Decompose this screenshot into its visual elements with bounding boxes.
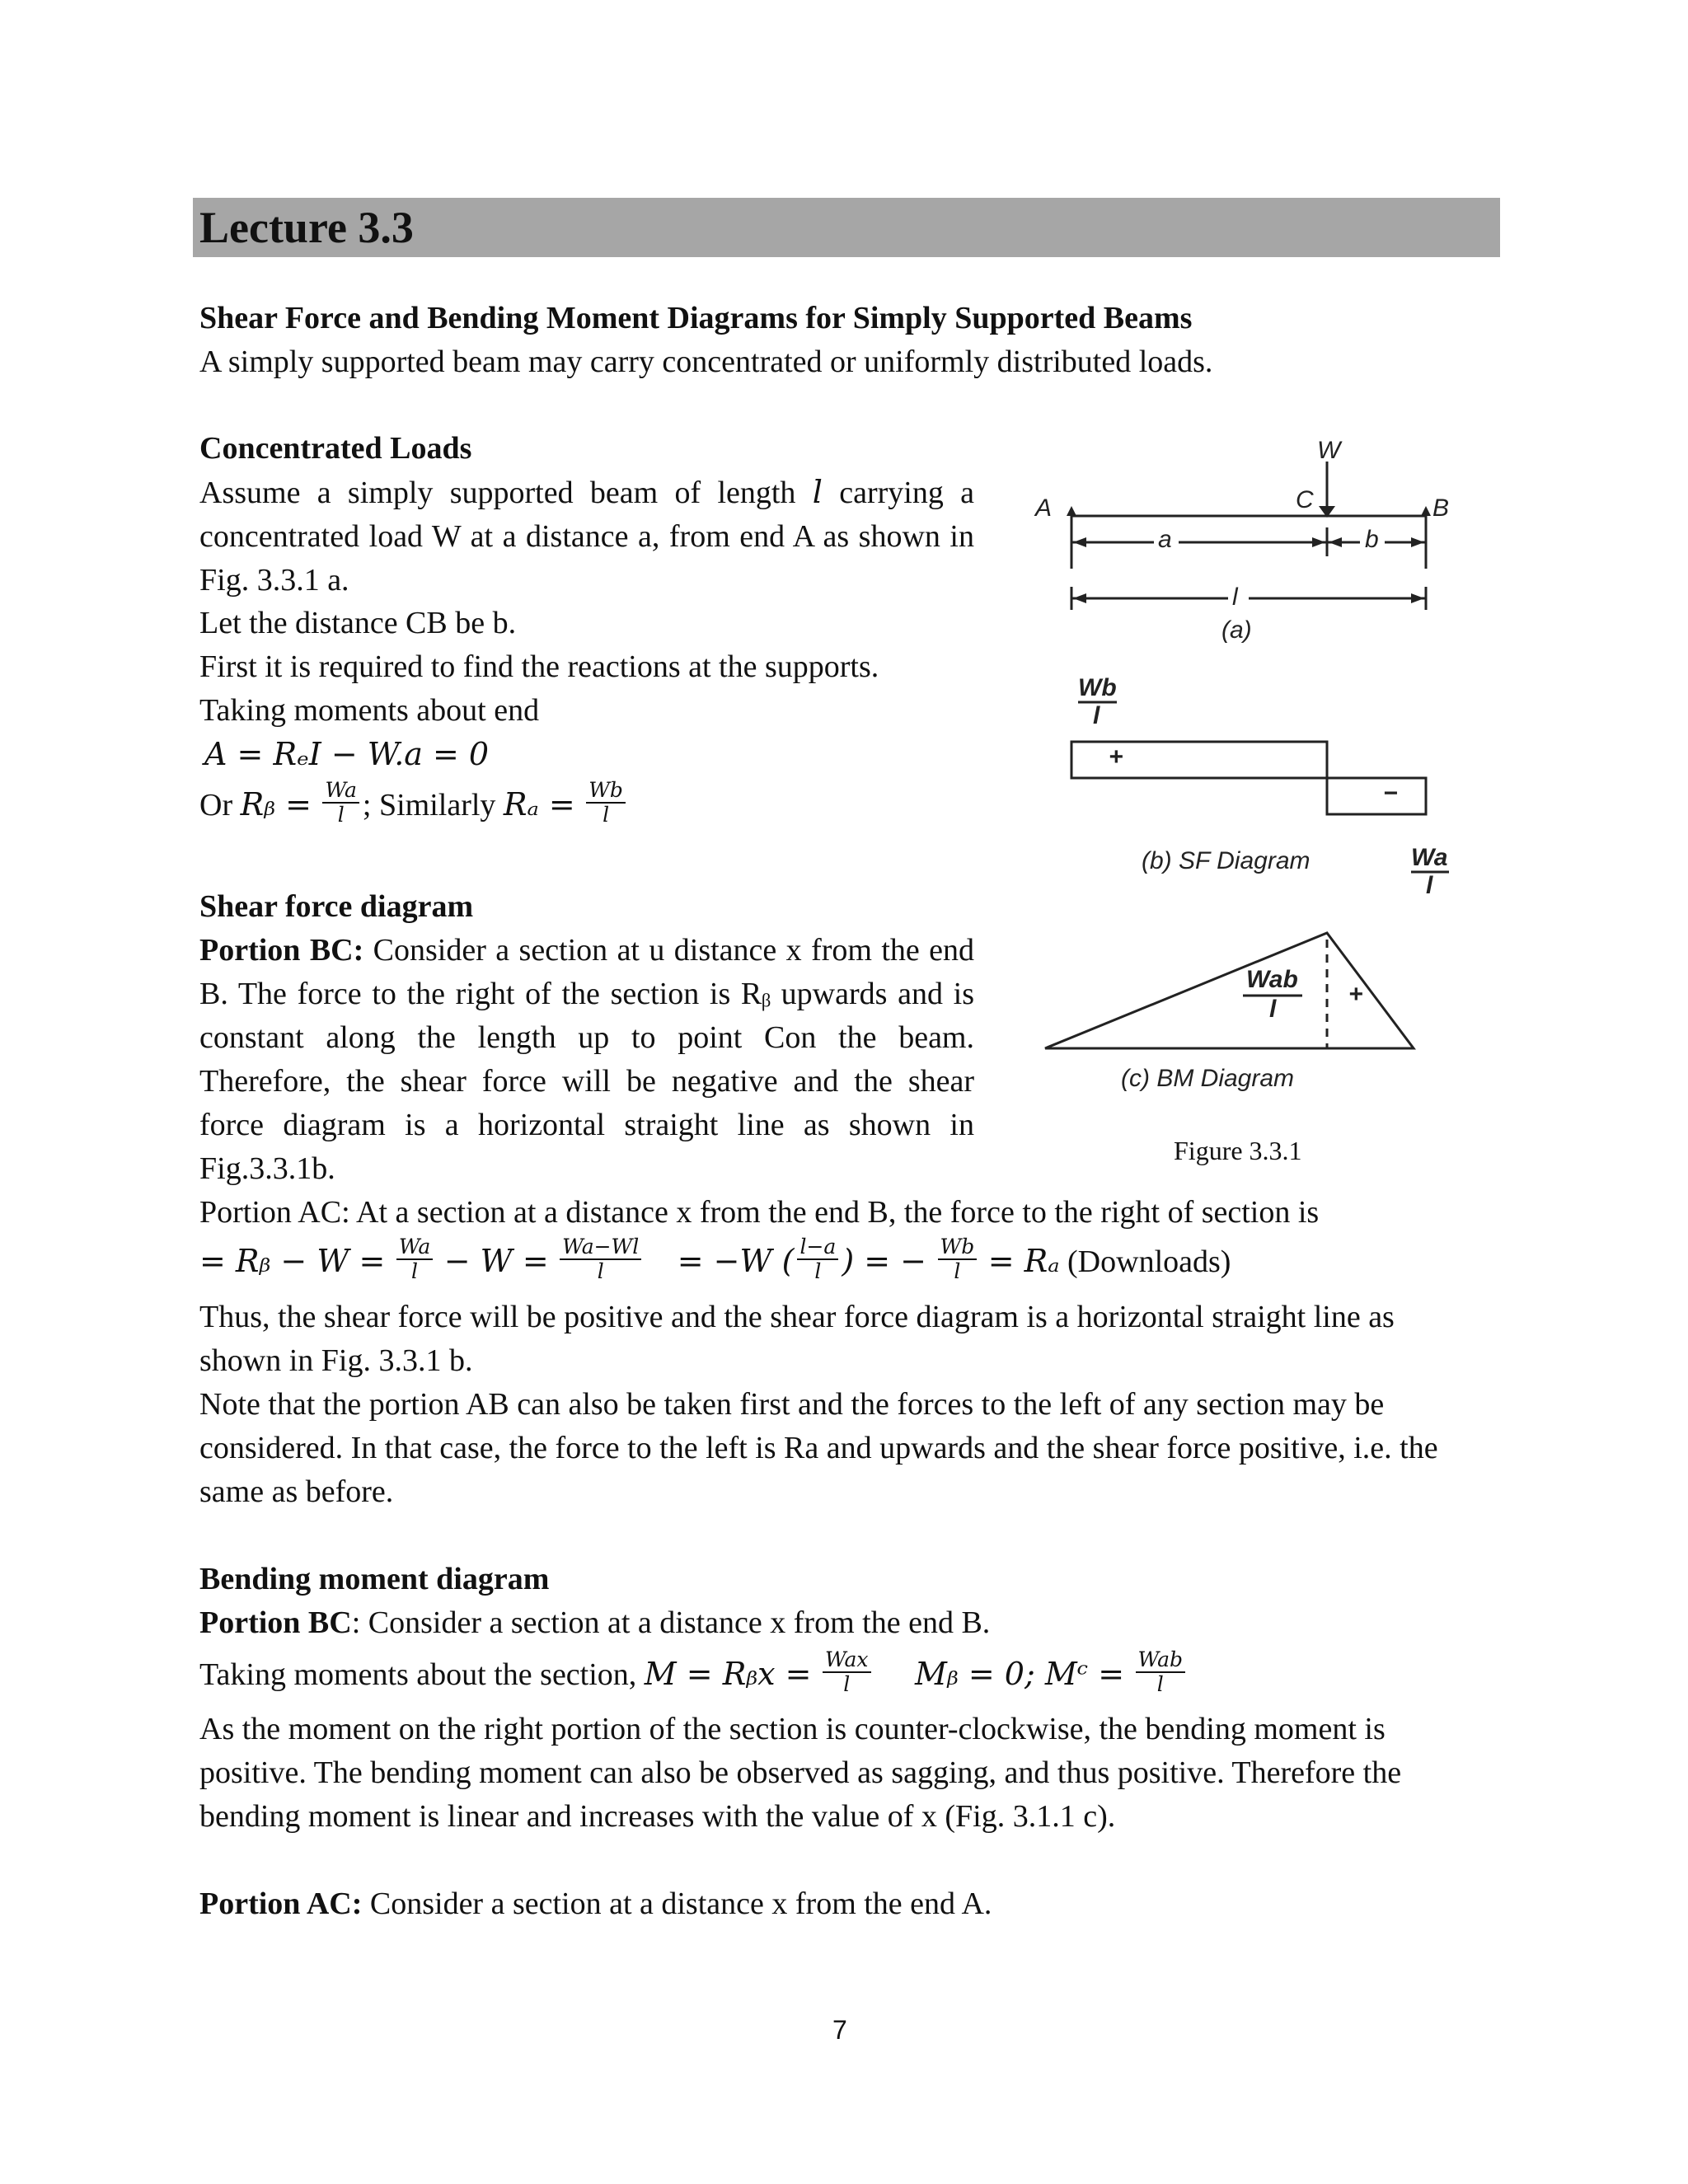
fraction-denominator: l: [597, 1259, 604, 1284]
portion-ac-label: Portion AC:: [199, 1886, 363, 1921]
sf-wa-denominator: l: [1426, 872, 1433, 899]
taking-moments-line: Taking moments about end: [199, 693, 540, 728]
figure-caption: Figure 3.3.1: [1174, 1136, 1302, 1165]
portion-ac-shear-equation: [199, 1235, 1231, 1288]
fraction-denominator: l: [1156, 1672, 1164, 1697]
or-word: Or: [199, 788, 233, 823]
bm-wab-denominator: l: [1269, 996, 1277, 1023]
section-heading-concentrated-loads: Concentrated Loads: [199, 431, 472, 466]
concentrated-text-part: carrying a concentrated load W at a distance a, from end A as shown in Fig. 3.3.1 a.: [199, 476, 974, 598]
equation-part: = Rᵦ − W =: [199, 1243, 386, 1279]
mb-mc-equation: Mᵦ = 0; Mᶜ =: [915, 1656, 1125, 1692]
reaction-equation: [199, 778, 629, 832]
dim-a-arrow-left: [1073, 537, 1086, 547]
fraction-wax-l: [823, 1648, 871, 1696]
moments-text: Taking moments about the section,: [199, 1657, 637, 1692]
bending-explanation-paragraph: As the moment on the right portion of the section is counter-clockwise, the bending moment is positive. The bending moment can also be observed as sagging, and thus positive. Therefore the bending moment is linear and increases with the value of x (Fig. 3.1.1 c).: [199, 1712, 1402, 1834]
bm-plus-sign: +: [1348, 981, 1363, 1008]
support-a-arrow: [1067, 506, 1076, 516]
bm-wab-numerator: Wab: [1246, 966, 1298, 993]
fraction-numerator: Wb: [586, 779, 626, 804]
ra-symbol: Rₐ =: [503, 786, 575, 823]
figure-drawing: [1030, 445, 1459, 1170]
equation-part: − W =: [443, 1243, 549, 1279]
portion-bc-label: Portion BC: [199, 1605, 352, 1640]
point-c-label: C: [1296, 486, 1314, 513]
support-b-arrow: [1421, 506, 1431, 516]
similarly-text: ; Similarly: [362, 788, 496, 823]
reactions-line: First it is required to find the reactions at the supports.: [199, 649, 879, 684]
fraction-wab-l: [1136, 1648, 1185, 1696]
dim-a-label: a: [1158, 526, 1172, 553]
sf-wb-numerator: Wb: [1078, 674, 1117, 701]
distance-cb-line: Let the distance CB be b.: [199, 606, 517, 640]
fraction-denominator: l: [411, 1259, 419, 1284]
load-w-label: W: [1317, 437, 1341, 464]
portion-bc-shear-paragraph: [199, 929, 974, 1191]
sf-diagram-caption: (b) SF Diagram: [1142, 847, 1311, 874]
portion-bc-bending-line: [199, 1601, 990, 1645]
rb-symbol: Rᵦ =: [240, 786, 312, 823]
fraction-wa-l: [322, 779, 359, 827]
section-heading-shear-force-diagram: Shear force diagram: [199, 889, 474, 924]
fraction-denominator: l: [337, 803, 345, 827]
portion-bc-label: Portion BC:: [199, 933, 364, 968]
fraction-numerator: l−a: [797, 1235, 838, 1260]
sf-wb-denominator: l: [1093, 702, 1100, 729]
intro-text: A simply supported beam may carry concentrated or uniformly distributed loads.: [199, 344, 1213, 379]
equation-part: ) = −: [842, 1243, 927, 1279]
portion-ac-shear-intro: Portion AC: At a section at a distance x from the end B, the force to the right of section is: [199, 1195, 1320, 1230]
end-a-label: A: [1035, 494, 1053, 522]
portion-bc-text: Consider a section at u distance x from the end B. The force to the right of the section is Rᵦ upwards and is constant along the length up to point Con the beam. Therefore, the shear force will be negative and the shear force diagram is a horizontal straight line as shown in Fig.3.3.1b.: [199, 933, 975, 1186]
section-heading-shear-bending: Shear Force and Bending Moment Diagrams for Simply Supported Beams: [199, 301, 1193, 335]
fraction-wb-l: [938, 1235, 978, 1283]
moment-equation: A = RₑI − W.a = 0: [204, 736, 490, 772]
lecture-title-bar: [193, 198, 1500, 257]
sf-negative-block: [1327, 778, 1426, 814]
sf-wa-numerator: Wa: [1411, 844, 1448, 871]
fraction-denominator: l: [814, 1259, 822, 1284]
shear-thus-paragraph: Thus, the shear force will be positive and the shear force diagram is a horizontal straight line as shown in Fig. 3.3.1 b.: [199, 1300, 1395, 1378]
equation-part: = Rₐ: [987, 1243, 1060, 1279]
portion-bc-text: : Consider a section at a distance x from the end B.: [351, 1605, 991, 1640]
fraction-numerator: Wb: [938, 1235, 978, 1260]
length-variable: l: [812, 474, 823, 510]
sf-minus-sign: −: [1383, 780, 1398, 807]
fraction-wb-l: [586, 779, 626, 827]
fraction-denominator: l: [954, 1259, 961, 1284]
dim-l-arrow-right: [1411, 593, 1424, 603]
fraction-denominator: l: [843, 1672, 851, 1697]
downloads-note: (Downloads): [1067, 1244, 1231, 1279]
dim-b-label: b: [1365, 526, 1379, 553]
dim-b-arrow-left: [1329, 537, 1342, 547]
section-heading-bending-moment-diagram: Bending moment diagram: [199, 1562, 550, 1596]
sub-a-label: (a): [1221, 616, 1252, 644]
bm-diagram-caption: (c) BM Diagram: [1121, 1065, 1295, 1092]
concentrated-text-part: Assume a simply supported beam of length: [199, 476, 796, 510]
concentrated-paragraph: [199, 471, 974, 602]
fraction-numerator: Wa: [396, 1235, 433, 1260]
portion-ac-text: Consider a section at a distance x from the end A.: [369, 1886, 992, 1921]
dim-b-arrow-right: [1411, 537, 1424, 547]
dim-a-arrow-right: [1312, 537, 1325, 547]
fraction-numerator: Wa: [322, 779, 359, 804]
fraction-numerator: Wax: [823, 1648, 871, 1673]
fraction-wa-l: [396, 1235, 433, 1283]
end-b-label: B: [1432, 494, 1450, 522]
fraction-denominator: l: [603, 803, 610, 827]
dim-l-arrow-left: [1073, 593, 1086, 603]
equation-part: = −W (: [677, 1243, 795, 1279]
lecture-title: Lecture 3.3: [199, 203, 414, 252]
dim-l-label: l: [1232, 583, 1238, 611]
fraction-numerator: Wa−Wl: [560, 1235, 641, 1260]
shear-note-paragraph: Note that the portion AB can also be taken first and the forces to the left of any section may be considered. In that case, the force to the left is Ra and upwards and the shear force positive, i.e. the same as before.: [199, 1387, 1438, 1509]
portion-ac-bending-line: [199, 1882, 992, 1926]
sf-plus-sign: +: [1109, 743, 1123, 771]
fraction-l-a-l: [797, 1235, 838, 1283]
fraction-wa-wl-l: [560, 1235, 641, 1283]
figure-3-3-1: [1030, 437, 1459, 1170]
fraction-numerator: Wab: [1136, 1648, 1185, 1673]
moment-equation: M = Rᵦx =: [644, 1656, 812, 1692]
taking-moments-section-line: [199, 1647, 1189, 1701]
page-number: 7: [832, 2015, 847, 2045]
